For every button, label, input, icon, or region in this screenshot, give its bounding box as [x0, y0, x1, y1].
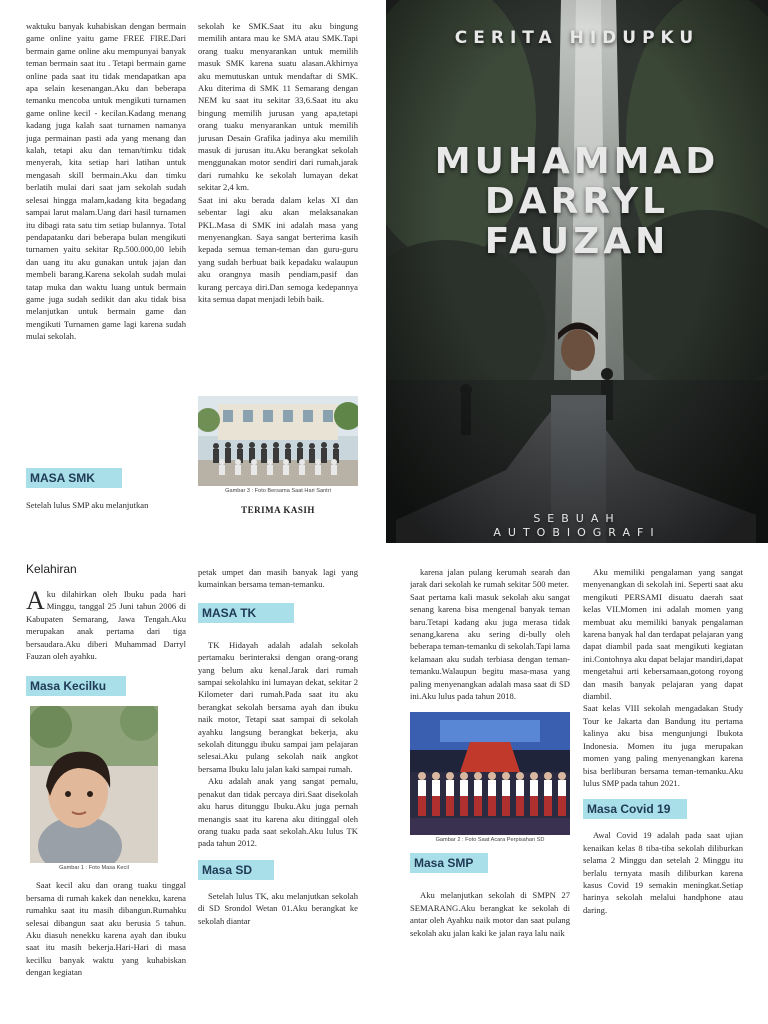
kelahiran-heading: Kelahiran	[26, 562, 77, 576]
kelahiran-text: ku dilahirkan oleh Ibuku pada hari Minggu, tanggal 25 Juni tahun 2006 di Kabupaten Semarang, Jawa Tengah.Aku merupakan anak pertama dari tiga bersaudara.Aku diberi Muhammad Darryl Fauzan oleh ayahku.	[26, 589, 186, 662]
masa-kecilku-heading: Masa Kecilku	[26, 676, 126, 696]
masa-sd-text: Setelah lulus TK, aku melanjutkan sekolah di SD Srondol Wetan 01.Aku berangkat ke sekolah diantar	[198, 890, 358, 926]
masa-sd-heading: Masa SD	[198, 860, 274, 880]
childhood-photo-image	[30, 706, 158, 863]
top-left-column-2	[198, 20, 358, 392]
smk-paragraph-1: sekolah ke SMK.Saat itu aku bingung memilih antara mau ke SMA atau SMK.Tapi orang tuaku menyarankan untuk memilih masuk SMK karena suatu alasan.Akhirnya aku memutuskan untuk mendaftar di SMK. Aku diterima di SMK 11 Semarang dengan NEM ku saat itu sekitar 33,6.Saat itu aku bingung memilih jurusan yang apa,tetapi orang tuaku menyarankan untuk memilih jurusan Desain Grafika jadinya aku memilih masuk di jurusan itu.Aku berangkat sekolah menggunakan motor sendiri dari rumah,jarak dari rumahku ke sekolah lumayan dekat sekitar 2,4 km.	[198, 21, 358, 193]
masa-smp-heading: Masa SMP	[410, 853, 488, 873]
cover-photo-waterfall	[386, 0, 768, 543]
masa-covid-heading: Masa Covid 19	[583, 799, 687, 819]
smp-experience-text: Aku memiliki pengalaman yang sangat menyenangkan di sekolah ini. Seperti saat aku mengikuti PERSAMI disuatu daerah saat kelas VII.Momen ini adalah momen yang membuat aku memiliki banyak pengalaman karena banyak hal dan terdapat pelajaran yang dapat diambil pada saat mengikuti kegiatan ini.Contohnya aku dapat belajar mandiri,dapat mengetahui arti kebersamaan,gotong royong dan masih banyak pelajaran yang dapat diambil. Saat kelas VIII sekolah mengadakan Study Tour ke Jakarta dan Bandung itu pertama kalinya aku bisa mengunjungi Ibukota Indonesia. Momen itu juga merupakan momen yang paling menyenangkan karena bisa berliburan bersama teman-temanku.Aku lulus SMP pada tahun 2021.	[583, 567, 743, 788]
group-photo-hari-santri	[198, 396, 358, 486]
bottom-left-column-2	[198, 566, 358, 1024]
cover-small-title: CERITA HIDUPKU	[454, 28, 700, 48]
kelahiran-text-block	[26, 588, 186, 662]
cover-name-line-2: DARRYL	[484, 181, 670, 222]
sd-continued-text: karena jalan pulang kerumah searah dan jarak dari sekolah ke rumah sekitar 500 meter. Saat pertama kali masuk sekolah aku sangat senang karena bisa mengenal banyak teman baru.Tetapi kadang aku juga merasa tidak senang,karena aku sering di-bully oleh beberapa teman-temanku di sekolah.Tapi lama kelamaan aku sudah terbiasa dengan teman-temanku.Walaupun begitu masa-masa yang paling menyenangkan adalah masa saat di SD ini.Aku lulus pada tahun 2018.	[410, 567, 570, 702]
masa-kecil-text: Saat kecil aku dan orang tuaku tinggal bersama di rumah kakek dan nenekku, karena rumahku saat itu masih dibangun.Rumahku selesai dibangun saat aku berusia 5 tahun. Aku diasuh nenekku karena ayah dan ibuku saat itu masih bekerja.Hari-Hari di masa kecilku banyak waktu yang kuhabiskan dengan kegiatan	[26, 880, 186, 978]
smk-paragraph-2: Saat ini aku berada dalam kelas XI dan sebentar lagi aku akan melaksanakan PKL.Masa di SMK ini adalah masa yang menyenangkan. Saya sangat berterima kasih kepada semua teman-teman dan guru-guru yang sudah berbuat baik kepadaku walaupun aku orangnya masih pendiam,pasif dan kurang percaya diri.Dan semoga kedepannya kita semua dapat menjadi lebih baik.	[198, 194, 358, 304]
masa-covid-text: Awal Covid 19 adalah pada saat ujian kenaikan kelas 8 tiba-tiba sekolah diliburkan selama 2 Minggu dan setelah 2 Minggu itu berlalu ternyata masih diliburkan karena kasus Covid 19 semakin meningkat.Setiap harinya sekolah melalui handphone atau daring.	[583, 830, 743, 915]
cover-name-line-1: MUHAMMAD	[434, 141, 720, 182]
bottom-right-column-1	[410, 566, 570, 1024]
caption-gambar-1: Gambar 1 : Foto Masa Kecil	[59, 865, 129, 872]
masa-smk-block	[26, 468, 186, 528]
terima-kasih: TERIMA KASIH	[241, 505, 315, 515]
cover-bottom-line-2: AUTOBIOGRAFI	[493, 526, 661, 539]
bottom-left-column-1	[26, 562, 186, 1024]
cover-bottom-line-1: SEBUAH	[533, 512, 621, 525]
childhood-photo	[30, 706, 158, 863]
masa-smk-heading: MASA SMK	[26, 468, 122, 488]
group-photo-image	[198, 396, 358, 486]
masa-tk-text: TK Hidayah adalah adalah sekolah pertamaku berinteraksi dengan orang-orang yang belum aku kenal.Jarak dari rumah sampai sekolahku ini lumayan dekat, sekitar 2 Kilometer dari rumah.Pada saat itu aku berangkat sekolah bersama ayah dan ibuku naik motor, Tetapi saat sampai di sekolah ayahku langsung berangkat bekerja, aku sekolah ditunggu ibuku sampai jam pelajaran selesai.Aku pulang sekolah naik angkot bersama Ibuku lalu jalan kaki sampai rumah. Aku adalah anak yang sangat pemalu, penakut dan tidak percaya diri.Saat disekolah aku harus ditunggu Ibuku.Aku juga pernah menangis saat itu karena aku ditinggal oleh orang tuaku pada saat sekolah.Aku lulus TK pada tahun 2012.	[198, 639, 358, 849]
petak-umpet-text: petak umpet dan masih banyak lagi yang kumainkan bersama teman-temanku.	[198, 567, 358, 590]
cover-page	[386, 0, 768, 543]
masa-tk-heading: MASA TK	[198, 603, 294, 623]
caption-gambar-3: Gambar 3 : Foto Bersama Saat Hari Santri	[225, 488, 331, 494]
free-fire-paragraph: waktuku banyak kuhabiskan dengan bermain game online yaitu game FREE FIRE.Dari bermain game online aku mempunyai banyak teman bermain saat itu . Tetapi bermain game online pada saat itu tidak mendapatkan apa apa selain kesenangan.Aku dan beberapa temanku mencoba untuk mengikuti turnamen game online kecil - kecilan.Kadang menang kadang juga kalah saat turnamen namanya juga permainan pasti ada yang menang dan kalah, tetapi aku dan teman/timku tidak menyerah, kita setiap hari latihan untuk mengasah skill bermain.Aku dan timku berlatih mulai dari saat jam sekolah sudah selesai hingga malam,kadang kita begadang sampai larut malam.Uang dari hasil turnamen itu dibagi rata satu tim setiap bulannya. Total pendapatanku dari beberapa bulan mengikuti turnamen yaitu sekitar Rp.500.000,00 lebih dan uang itu aku gunakan untuk jajan dan membeli barang.Karena sekolah sudah mulai tatap muka dan waktu luang untuk bermain game juga sudah sedikit dan aku tidak bisa melanjutkan untuk bermain game dan mengikuti Turnamen game lagi karena sudah mulai sekolah.	[26, 21, 186, 342]
graduation-photo	[410, 712, 570, 835]
dropcap-letter: A	[26, 586, 45, 615]
cover-name-line-3: FAUZAN	[484, 221, 670, 262]
masa-smk-text: Setelah lulus SMP aku melanjutkan	[26, 500, 149, 510]
graduation-photo-image	[410, 712, 570, 835]
masa-smp-text: Aku melanjutkan sekolah di SMPN 27 SEMARANG.Aku berangkat ke sekolah di antar oleh Ayahku naik motor dan saat pulang sekolah aku jalan kaki ke jalan raya lalu naik	[410, 890, 570, 938]
top-left-column-1	[26, 20, 186, 465]
caption-gambar-2: Gambar 2 : Foto Saat Acara Perpisahan SD	[435, 837, 545, 844]
bottom-right-column-2	[583, 566, 743, 1024]
